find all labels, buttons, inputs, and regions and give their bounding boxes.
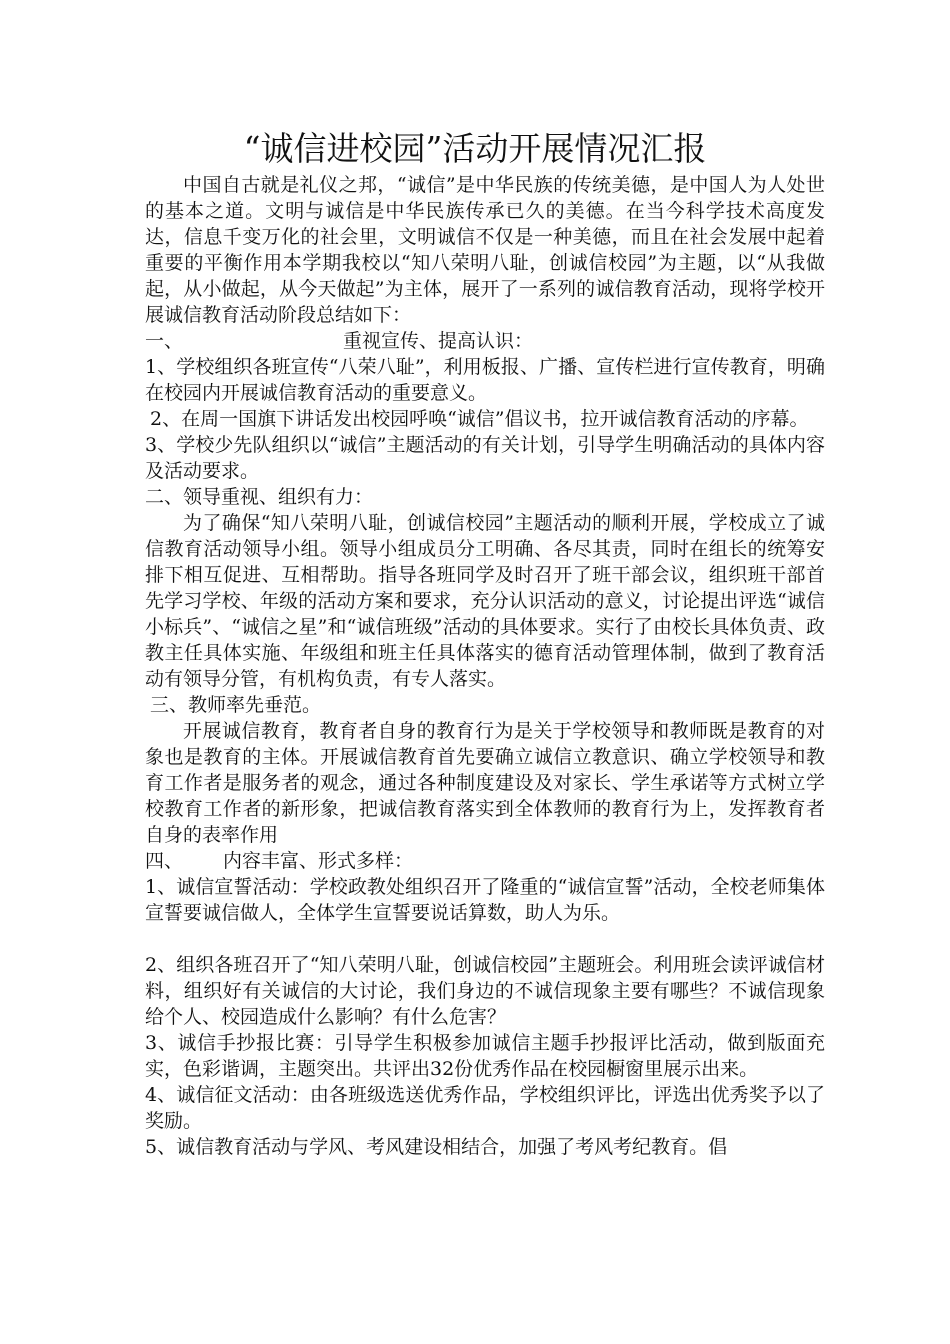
section-1-item-1: 1、学校组织各班宣传“八荣八耻”，利用板报、广播、宣传栏进行宣传教育，明确在校园内开展诚信教育活动的重要意义。 [145,356,825,404]
section-1-number: 一、 [145,330,184,352]
section-4-item-4: 4、诚信征文活动：由各班级选送优秀作品，学校组织评比，评选出优秀奖予以了奖励。 [145,1084,825,1132]
section-1-heading [145,328,825,354]
section-3-paragraph: 开展诚信教育，教育者自身的教育行为是关于学校领导和教师既是教育的对象也是教育的主体。开展诚信教育首先要确立诚信立教意识、确立学校领导和教育工作者是服务者的观念，通过各种制度建设及对家长、学生承诺等方式树立学校教育工作者的新形象，把诚信教育落实到全体教师的教育行为上，发挥教育者自身的表率作用 [145,720,825,846]
section-4-item-2: 2、组织各班召开了“知八荣明八耻，创诚信校园”主题班会。利用班会读评诚信材料，组织好有关诚信的大讨论，我们身边的不诚信现象主要有哪些？不诚信现象给个人、校园造成什么影响？有什么危害？ [145,954,825,1028]
intro-paragraph: 中国自古就是礼仪之邦，“诚信”是中华民族的传统美德，是中国人为人处世的基本之道。文明与诚信是中华民族传承已久的美德。在当今科学技术高度发达，信息千变万化的社会里，文明诚信不仅是一种美德，而且在社会发展中起着重要的平衡作用本学期我校以“知八荣明八耻，创诚信校园”为主题，以“从我做起，从小做起，从今天做起”为主体，展开了一系列的诚信教育活动，现将学校开展诚信教育活动阶段总结如下： [145,174,825,326]
section-4-item-5: 5、诚信教育活动与学风、考风建设相结合，加强了考风考纪教育。倡 [145,1136,728,1158]
section-2-heading: 二、领导重视、组织有力： [145,486,374,508]
section-4-title: 内容丰富、形式多样： [223,850,414,872]
section-4-number: 四、 [145,850,184,872]
blank-line [145,926,825,952]
section-4-heading [145,848,825,874]
section-1-title: 重视宣传、提高认识： [343,330,534,352]
document-body [145,172,825,1160]
section-1-item-2: 2、在周一国旗下讲话发出校园呼唤“诚信”倡议书，拉开诚信教育活动的序幕。 [150,408,809,430]
section-1-item-3: 3、学校少先队组织以“诚信”主题活动的有关计划，引导学生明确活动的具体内容及活动要求。 [145,434,825,482]
section-3-heading: 三、教师率先垂范。 [150,694,322,716]
section-4-item-1: 1、诚信宣誓活动：学校政教处组织召开了隆重的“诚信宣誓”活动，全校老师集体宣誓要诚信做人，全体学生宣誓要说话算数，助人为乐。 [145,876,825,924]
document-title: “诚信进校园”活动开展情况汇报 [243,129,707,168]
section-4-item-3: 3、诚信手抄报比赛：引导学生积极参加诚信主题手抄报评比活动，做到版面充实，色彩谐调，主题突出。共评出32份优秀作品在校园橱窗里展示出来。 [145,1032,825,1080]
section-2-paragraph: 为了确保“知八荣明八耻，创诚信校园”主题活动的顺利开展，学校成立了诚信教育活动领导小组。领导小组成员分工明确、各尽其责，同时在组长的统筹安排下相互促进、互相帮助。指导各班同学及时召开了班干部会议，组织班干部首先学习学校、年级的活动方案和要求，充分认识活动的意义，讨论提出评选“诚信小标兵”、“诚信之星”和“诚信班级”活动的具体要求。实行了由校长具体负责、政教主任具体实施、年级组和班主任具体落实的德育活动管理体制，做到了教育活动有领导分管，有机构负责，有专人落实。 [145,512,825,690]
